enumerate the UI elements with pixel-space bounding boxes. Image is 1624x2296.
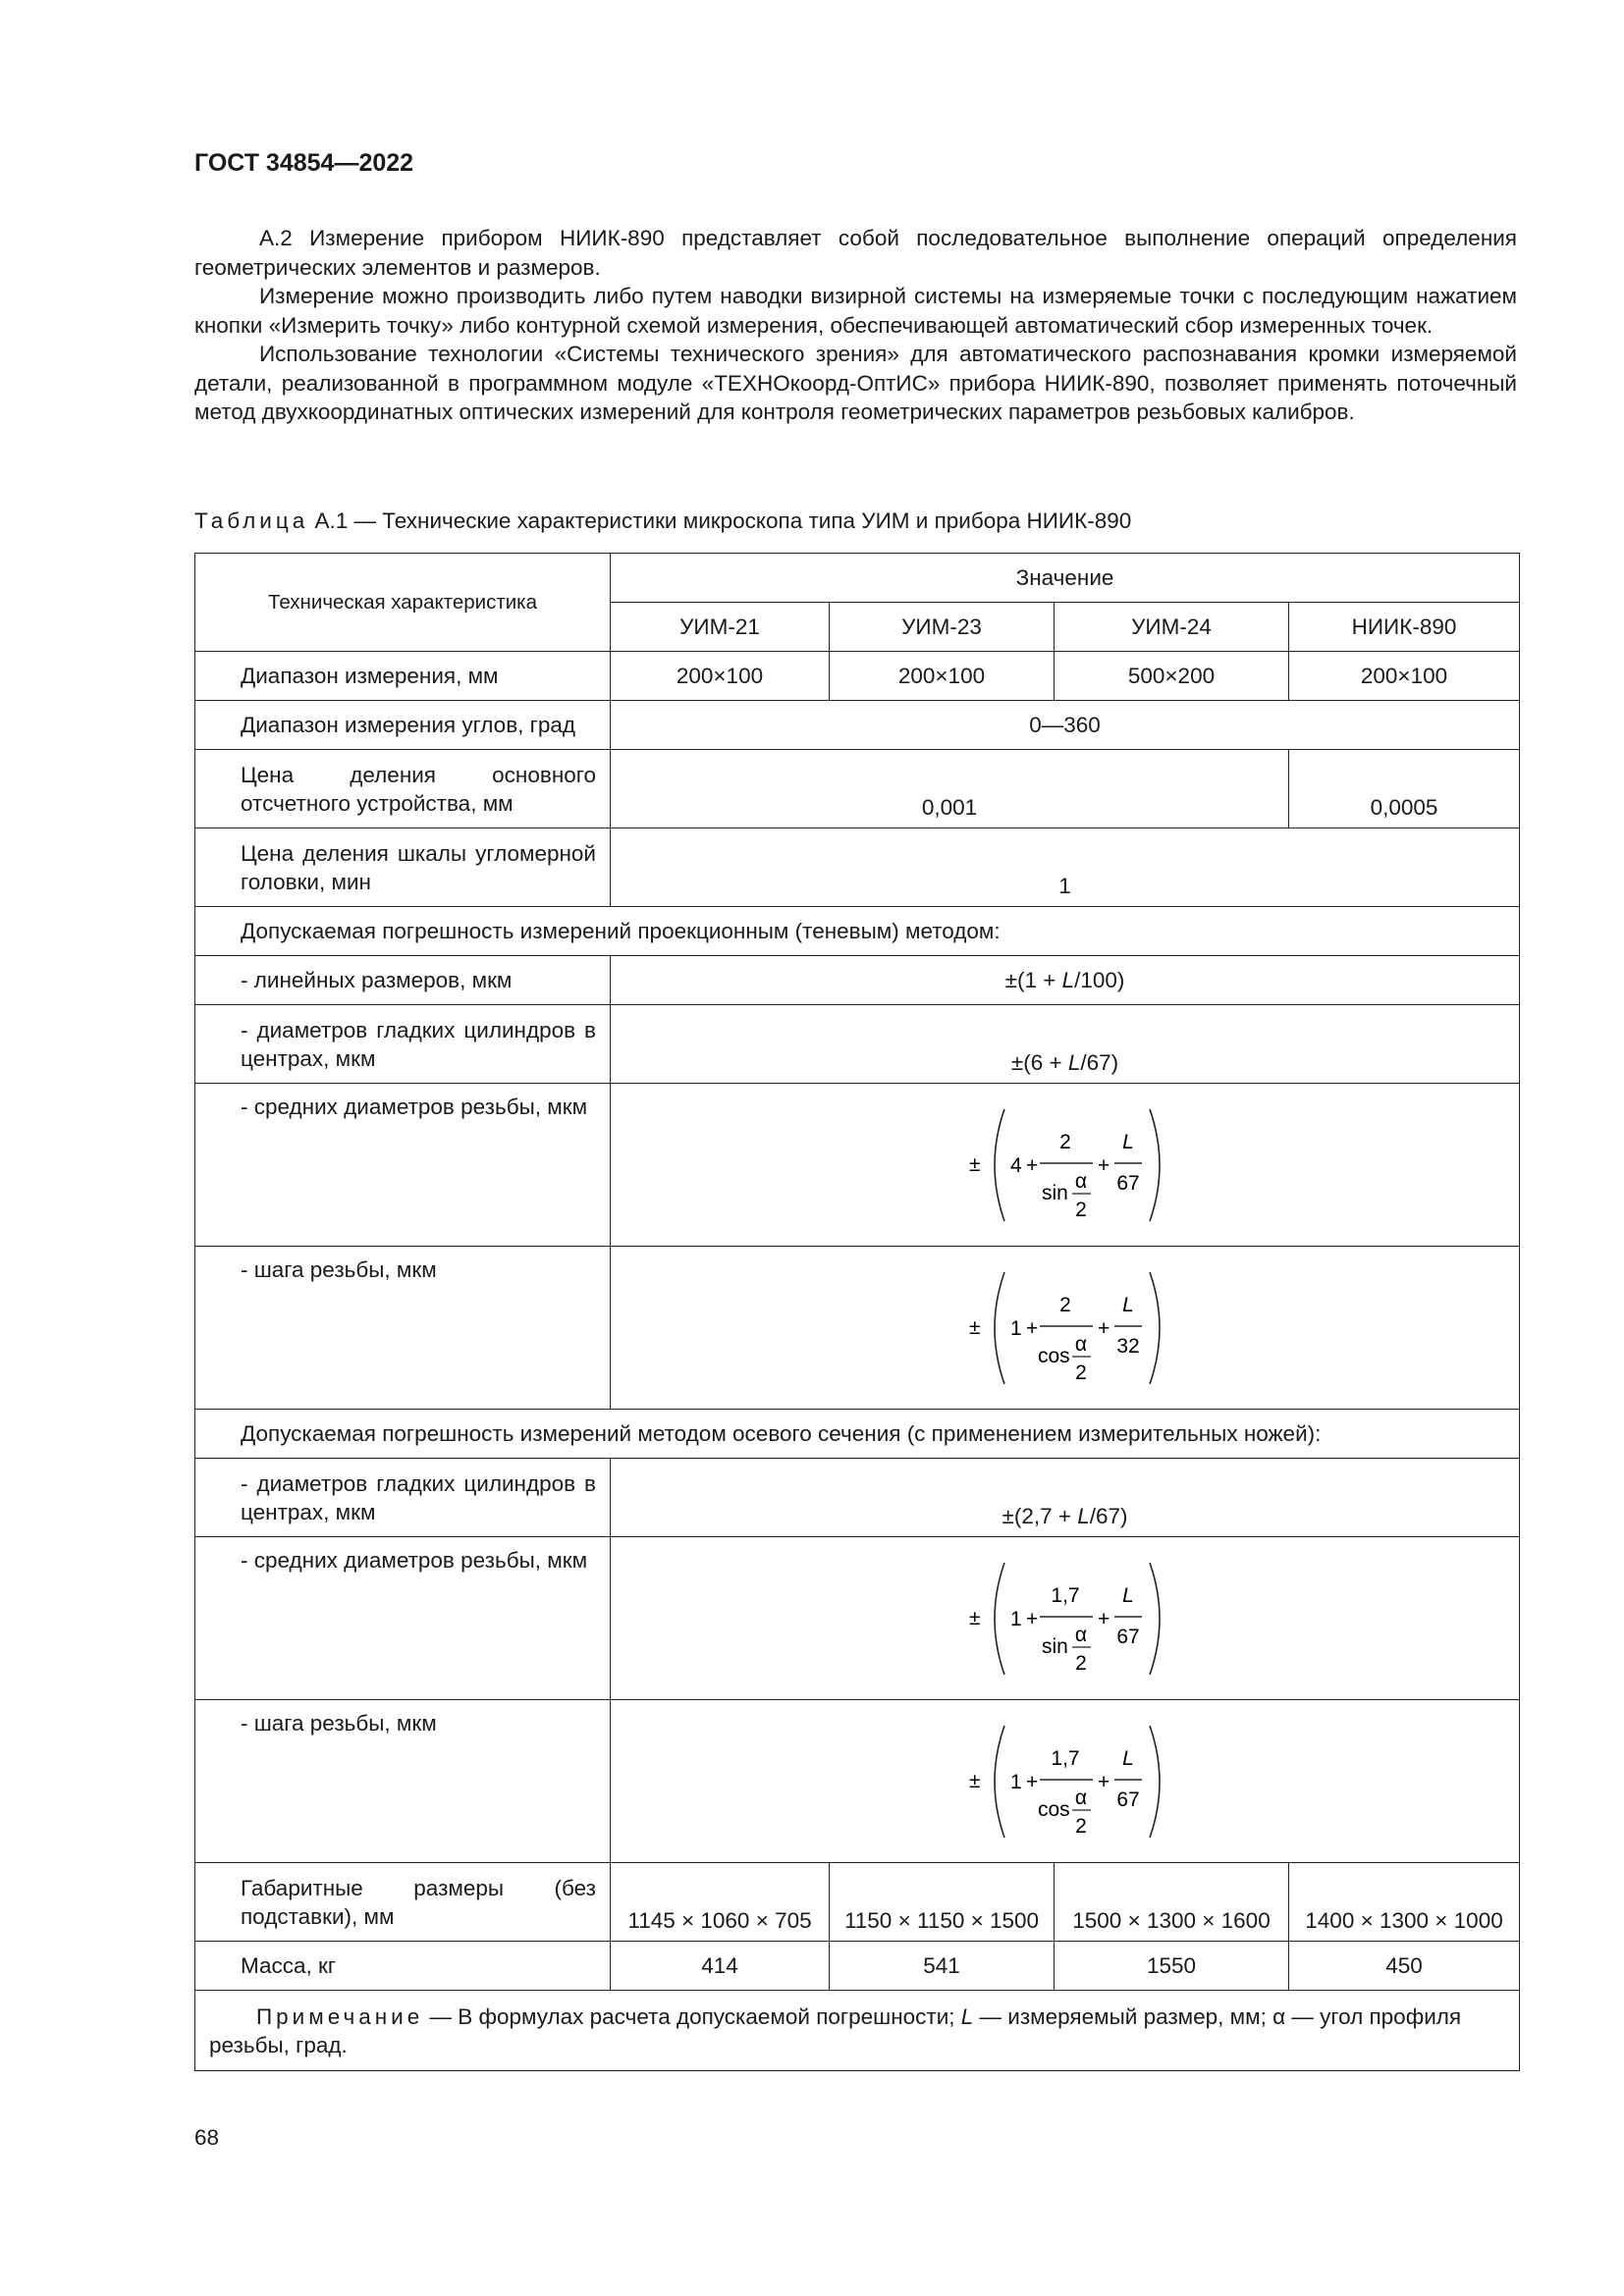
- svg-text:+: +: [1097, 1770, 1110, 1793]
- svg-text:cos: cos: [1037, 1344, 1070, 1367]
- header-model: УИМ-24: [1055, 603, 1289, 652]
- svg-text:1: 1: [1009, 1316, 1022, 1340]
- cell-value: 1500 × 1300 × 1600: [1055, 1863, 1289, 1942]
- table-row: [195, 828, 1520, 907]
- section-title: Допускаемая погрешность измерений методом осевого сечения (с применением измерительных ножей):: [195, 1410, 1520, 1459]
- svg-text:α: α: [1074, 1169, 1087, 1193]
- table-row: [195, 750, 1520, 828]
- svg-text:L: L: [1121, 1746, 1134, 1770]
- svg-text:4: 4: [1009, 1153, 1022, 1177]
- intro-text: [194, 224, 1517, 427]
- row-label: [195, 1863, 611, 1942]
- cell-value: 200×100: [830, 652, 1055, 701]
- table-caption: [194, 508, 1131, 534]
- specs-table: [194, 553, 1519, 2071]
- row-label-text: Цена деления основного отсчетного устройства, мм: [241, 762, 596, 816]
- cell-formula: [611, 1537, 1520, 1700]
- svg-text:67: 67: [1115, 1788, 1140, 1811]
- cell-formula: [611, 1247, 1520, 1410]
- row-label-text: - диаметров гладких цилиндров в центрах, мкм: [241, 1470, 596, 1524]
- svg-text:+: +: [1025, 1153, 1038, 1177]
- row-label: Диапазон измерения, мм: [195, 652, 611, 701]
- section-title: Допускаемая погрешность измерений проекционным (теневым) методом:: [195, 907, 1520, 956]
- svg-text:2: 2: [1074, 1814, 1087, 1838]
- cell-value: 1145 × 1060 × 705: [611, 1863, 830, 1942]
- table-section-row: [195, 907, 1520, 956]
- svg-text:2: 2: [1058, 1293, 1071, 1316]
- svg-text:2: 2: [1074, 1361, 1087, 1384]
- row-label: Масса, кг: [195, 1942, 611, 1991]
- svg-text:α: α: [1074, 1786, 1087, 1809]
- formula-axial-pitch: [957, 1718, 1173, 1845]
- table-note: Примечание — В формулах расчета допускаемой погрешности; L — измеряемый размер, мм; α — угол профиля резьбы, град.: [195, 1991, 1520, 2071]
- row-label: Диапазон измерения углов, град: [195, 701, 611, 750]
- cell-value: 200×100: [611, 652, 830, 701]
- cell-value: 0—360: [611, 701, 1520, 750]
- table-row: [195, 652, 1520, 701]
- row-label: [195, 1005, 611, 1084]
- table-caption-word: Таблица: [194, 508, 309, 533]
- table-row: [195, 1247, 1520, 1410]
- paragraph: Измерение можно производить либо путем наводки визирной системы на измеряемые точки с последующим нажатием кнопки «Измерить точку» либо контурной схемой измерения, обеспечивающей автоматический сбор измеренных точек.: [194, 284, 1517, 338]
- cell-value: 1550: [1055, 1942, 1289, 1991]
- svg-text:+: +: [1097, 1153, 1110, 1177]
- cell-value: 1400 × 1300 × 1000: [1289, 1863, 1520, 1942]
- row-label: [195, 1537, 611, 1700]
- row-label-text: Цена деления шкалы угломерной головки, мин: [241, 840, 596, 894]
- cell-value: 450: [1289, 1942, 1520, 1991]
- cell-formula: [611, 1084, 1520, 1247]
- svg-text:32: 32: [1115, 1334, 1140, 1358]
- row-label: - шага резьбы, мкм: [195, 1247, 611, 1410]
- svg-text:sin: sin: [1041, 1634, 1068, 1658]
- svg-text:1,7: 1,7: [1050, 1583, 1080, 1607]
- cell-formula: ±(2,7 + L/67): [611, 1459, 1520, 1537]
- paragraph: Использование технологии «Системы технического зрения» для автоматического распознавания кромки измеряемой детали, реализованной в программном модуле «ТЕХНОкоорд-ОптИС» прибора НИИК-890, позволяет применять поточечный метод двухкоординатных оптических измерений для контроля геометрических параметров резьбовых калибров.: [194, 342, 1517, 424]
- row-label: [195, 750, 611, 828]
- svg-text:α: α: [1074, 1623, 1087, 1646]
- formula-axial-mean-diameter: [957, 1555, 1173, 1682]
- svg-text:±: ±: [968, 1606, 981, 1629]
- row-label: - линейных размеров, мкм: [195, 956, 611, 1005]
- formula-pitch: [957, 1264, 1173, 1392]
- table-caption-text: А.1 — Технические характеристики микроскопа типа УИМ и прибора НИИК-890: [314, 508, 1132, 533]
- table-row: [195, 1863, 1520, 1942]
- cell-formula: ±(1 + L/100): [611, 956, 1520, 1005]
- table-row: [195, 1700, 1520, 1863]
- svg-text:2: 2: [1058, 1130, 1071, 1153]
- header-model: УИМ-23: [830, 603, 1055, 652]
- paragraph: А.2 Измерение прибором НИИК-890 представляет собой последовательное выполнение операций определения геометрических элементов и размеров.: [194, 226, 1517, 280]
- table-row: [195, 1005, 1520, 1084]
- cell-formula: ±(6 + L/67): [611, 1005, 1520, 1084]
- svg-text:+: +: [1025, 1770, 1038, 1793]
- table-header-row: [195, 554, 1520, 603]
- svg-text:±: ±: [968, 1152, 981, 1176]
- row-label-text: - диаметров гладких цилиндров в центрах, мкм: [241, 1017, 596, 1071]
- cell-value: 1150 × 1150 × 1500: [830, 1863, 1055, 1942]
- svg-text:67: 67: [1115, 1171, 1140, 1195]
- table-row: [195, 1459, 1520, 1537]
- svg-text:67: 67: [1115, 1625, 1140, 1648]
- svg-text:2: 2: [1074, 1651, 1087, 1675]
- svg-text:+: +: [1097, 1607, 1110, 1630]
- table-row: [195, 701, 1520, 750]
- formula-mean-diameter: [957, 1101, 1173, 1229]
- row-label: - шага резьбы, мкм: [195, 1700, 611, 1863]
- cell-value: 0,001: [611, 750, 1289, 828]
- svg-text:+: +: [1025, 1316, 1038, 1340]
- row-label: [195, 1459, 611, 1537]
- header-characteristic: Техническая характеристика: [195, 554, 611, 652]
- cell-value: 414: [611, 1942, 830, 1991]
- table-section-row: [195, 1410, 1520, 1459]
- row-label-text: - средних диаметров резьбы, мкм: [241, 1095, 588, 1119]
- row-label-text: - средних диаметров резьбы, мкм: [241, 1548, 588, 1573]
- table-row: [195, 1084, 1520, 1247]
- cell-value: 500×200: [1055, 652, 1289, 701]
- table-row: [195, 956, 1520, 1005]
- cell-value: 541: [830, 1942, 1055, 1991]
- table-row: [195, 1942, 1520, 1991]
- row-label: [195, 828, 611, 907]
- cell-formula: [611, 1700, 1520, 1863]
- svg-text:cos: cos: [1037, 1797, 1070, 1821]
- svg-text:±: ±: [968, 1315, 981, 1339]
- document-header: ГОСТ 34854—2022: [194, 149, 414, 177]
- cell-value: 1: [611, 828, 1520, 907]
- table-note-row: [195, 1991, 1520, 2071]
- svg-text:1,7: 1,7: [1050, 1746, 1080, 1770]
- header-value: Значение: [611, 554, 1520, 603]
- page-number: 68: [194, 2125, 220, 2150]
- header-model: НИИК-890: [1289, 603, 1520, 652]
- cell-value: 0,0005: [1289, 750, 1520, 828]
- cell-value: 200×100: [1289, 652, 1520, 701]
- svg-text:sin: sin: [1041, 1181, 1068, 1204]
- svg-text:L: L: [1121, 1583, 1134, 1607]
- row-label-text: Габаритные размеры (без подставки), мм: [241, 1875, 596, 1929]
- svg-text:+: +: [1097, 1316, 1110, 1340]
- svg-text:1: 1: [1009, 1770, 1022, 1793]
- svg-text:2: 2: [1074, 1198, 1087, 1221]
- svg-text:1: 1: [1009, 1607, 1022, 1630]
- header-model: УИМ-21: [611, 603, 830, 652]
- table-row: [195, 1537, 1520, 1700]
- svg-text:L: L: [1121, 1293, 1134, 1316]
- row-label: [195, 1084, 611, 1247]
- svg-text:+: +: [1025, 1607, 1038, 1630]
- svg-text:L: L: [1121, 1130, 1134, 1153]
- svg-text:α: α: [1074, 1332, 1087, 1356]
- svg-text:±: ±: [968, 1769, 981, 1792]
